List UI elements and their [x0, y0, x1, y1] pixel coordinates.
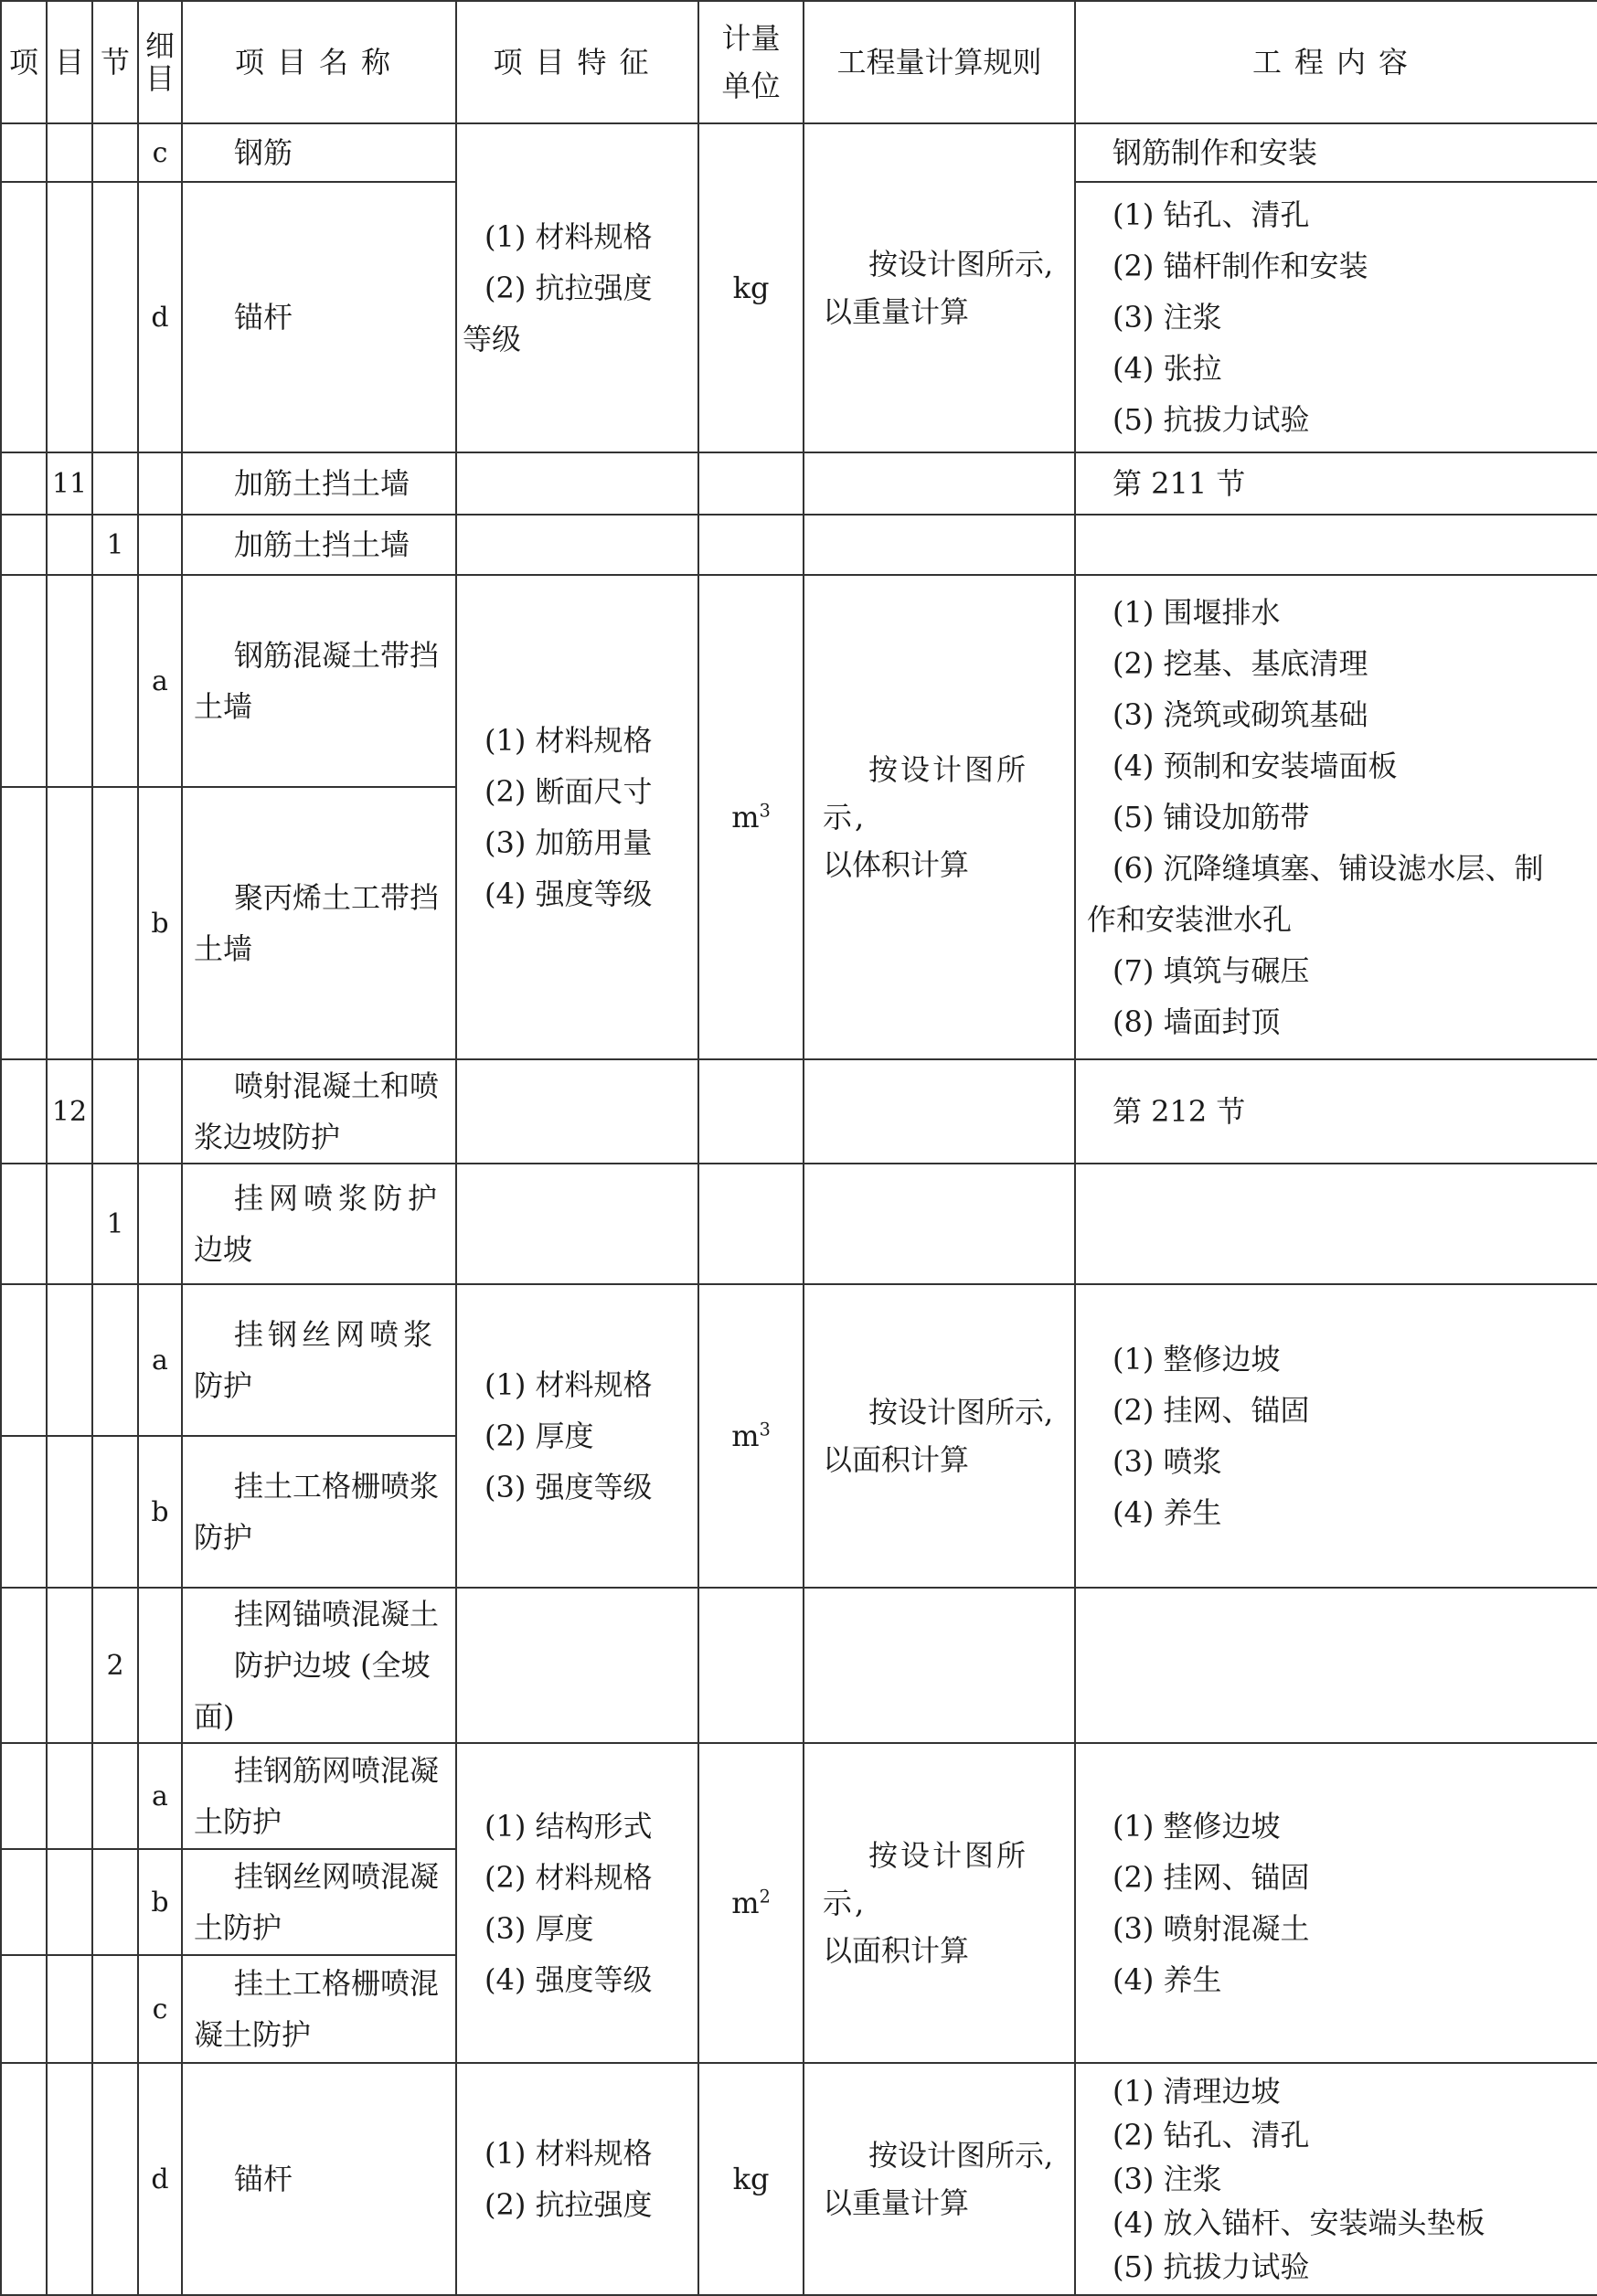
- name-line: 土墙: [194, 931, 253, 966]
- content-line: (7) 填筑与碾压: [1113, 953, 1310, 988]
- feature-line: (2) 断面尺寸: [484, 774, 653, 809]
- content-cell: [1075, 1284, 1597, 1588]
- header-feature: [456, 1, 698, 123]
- rule-cell: [804, 2063, 1075, 2295]
- rule-cell: [804, 123, 1075, 452]
- content-line: (8) 墙面封顶: [1113, 1004, 1281, 1039]
- item-features: [456, 123, 698, 452]
- ximu-cell: c: [138, 1955, 182, 2063]
- header-jie: 节: [92, 1, 138, 123]
- item-features: [456, 575, 698, 1059]
- item-name: 加筋土挡土墙: [182, 452, 456, 515]
- header-ximu: [138, 1, 182, 123]
- name-line: 挂钢筋网喷混凝: [234, 1753, 440, 1788]
- table-row: [1, 575, 1597, 787]
- item-name: 锚杆: [182, 2063, 456, 2295]
- rule-cell: [804, 1284, 1075, 1588]
- unit-cell: kg: [698, 2063, 804, 2295]
- item-features: [456, 1743, 698, 2063]
- unit-base: m: [731, 1419, 760, 1453]
- header-unit: [698, 1, 804, 123]
- content-line: (5) 抗拔力试验: [1113, 402, 1310, 437]
- content-cell: 钢筋制作和安装: [1075, 123, 1597, 182]
- feature-line: (2) 抗拉强度: [484, 2187, 653, 2222]
- rule-line: 按设计图所示,: [868, 2138, 1054, 2173]
- table-row: [1, 1284, 1597, 1436]
- item-name: [182, 787, 456, 1059]
- table-row: [1, 2063, 1597, 2295]
- rule-line: 按设计图所示,: [868, 1395, 1054, 1430]
- feature-line: (1) 材料规格: [484, 723, 653, 758]
- content-line: (2) 挂网、锚固: [1113, 1860, 1310, 1895]
- content-line: (2) 挖基、基底清理: [1113, 646, 1368, 681]
- content-cell: [1075, 2063, 1597, 2295]
- jie-cell: 1: [92, 515, 138, 575]
- content-cell: 第 212 节: [1075, 1059, 1597, 1164]
- name-line: 土墙: [194, 689, 253, 724]
- content-line: (3) 注浆: [1113, 300, 1222, 335]
- name-line: 挂网喷浆防护: [234, 1181, 443, 1216]
- ximu-cell: c: [138, 123, 182, 182]
- content-line: (4) 张拉: [1113, 351, 1222, 386]
- name-line: 凝土防护: [194, 2017, 312, 2052]
- content-line: (4) 放入锚杆、安装端头垫板: [1113, 2206, 1485, 2240]
- content-line: (2) 锚杆制作和安装: [1113, 249, 1368, 283]
- header-rule: 工程量计算规则: [804, 1, 1075, 123]
- table-row: [1, 1059, 1597, 1164]
- unit-cell: [698, 575, 804, 1059]
- item-features: [456, 2063, 698, 2295]
- item-name: [182, 1849, 456, 1955]
- content-line: (1) 整修边坡: [1113, 1342, 1281, 1377]
- header-row: [1, 1, 1597, 123]
- rule-line: 以重量计算: [823, 294, 970, 329]
- item-name: [182, 1955, 456, 2063]
- item-name: [182, 575, 456, 787]
- table-row: [1, 1743, 1597, 1849]
- feature-line: (4) 强度等级: [484, 877, 653, 911]
- rule-cell: [804, 575, 1075, 1059]
- header-name: [182, 1, 456, 123]
- content-line: 作和安装泄水孔: [1087, 902, 1293, 937]
- name-line: 土防护: [194, 1910, 282, 1945]
- feature-line: (1) 结构形式: [484, 1809, 653, 1844]
- name-line: 挂网锚喷混凝土: [234, 1597, 440, 1632]
- rule-line: 按设计图所示,: [868, 247, 1054, 282]
- feature-line: (2) 厚度: [484, 1419, 594, 1453]
- feature-line: (2) 抗拉强度: [484, 271, 653, 305]
- rule-line: 以重量计算: [823, 2185, 970, 2220]
- feature-line: (2) 材料规格: [484, 1860, 653, 1895]
- unit-cell: [698, 1284, 804, 1588]
- rule-cell: [804, 1743, 1075, 2063]
- content-line: (5) 铺设加筋带: [1113, 800, 1310, 834]
- content-cell: [1075, 1743, 1597, 2063]
- item-name: [182, 1588, 456, 1743]
- content-line: (5) 抗拔力试验: [1113, 2249, 1310, 2284]
- rule-line: 按设计图所示,: [823, 752, 1029, 834]
- unit-exponent: 2: [759, 1886, 771, 1908]
- jie-cell: 2: [92, 1588, 138, 1743]
- content-line: (4) 养生: [1113, 1495, 1222, 1530]
- table-row: [1, 1164, 1597, 1284]
- header-ximu-text: 细目: [144, 28, 175, 96]
- name-line: 挂钢丝网喷浆: [234, 1317, 438, 1352]
- ximu-cell: a: [138, 1743, 182, 1849]
- ximu-cell: b: [138, 1849, 182, 1955]
- content-line: (4) 预制和安装墙面板: [1113, 749, 1398, 783]
- content-line: (1) 整修边坡: [1113, 1809, 1281, 1844]
- item-features: [456, 1284, 698, 1588]
- content-cell: [1075, 182, 1597, 452]
- content-line: (1) 清理边坡: [1113, 2074, 1281, 2109]
- content-line: (3) 注浆: [1113, 2162, 1222, 2196]
- mu-cell: 12: [47, 1059, 92, 1164]
- header-content-text: 工程内容: [1251, 45, 1421, 80]
- rule-line: 以面积计算: [823, 1442, 970, 1477]
- rule-line: 按设计图所示,: [823, 1838, 1029, 1920]
- jie-cell: 1: [92, 1164, 138, 1284]
- name-line: 防护: [194, 1520, 253, 1555]
- item-name: 加筋土挡土墙: [182, 515, 456, 575]
- name-line: 挂钢丝网喷混凝: [234, 1859, 440, 1894]
- unit-exponent: 3: [759, 1419, 771, 1440]
- item-name: [182, 1436, 456, 1588]
- name-line: 钢筋混凝土带挡: [234, 638, 440, 673]
- name-line: 土防护: [194, 1804, 282, 1839]
- feature-line: (1) 材料规格: [484, 219, 653, 254]
- ximu-cell: d: [138, 182, 182, 452]
- feature-line: (1) 材料规格: [484, 2136, 653, 2171]
- content-cell: 第 211 节: [1075, 452, 1597, 515]
- ximu-cell: a: [138, 1284, 182, 1436]
- item-name: 锚杆: [182, 182, 456, 452]
- feature-line: (4) 强度等级: [484, 1962, 653, 1997]
- content-line: (3) 浇筑或砌筑基础: [1113, 697, 1368, 732]
- content-line: (2) 钻孔、清孔: [1113, 2118, 1310, 2152]
- item-name: [182, 1059, 456, 1164]
- header-xiang: 项: [1, 1, 47, 123]
- ximu-cell: a: [138, 575, 182, 787]
- header-feature-text: 项目特征: [493, 45, 662, 80]
- content-line: (4) 养生: [1113, 1962, 1222, 1997]
- feature-line: (1) 材料规格: [484, 1367, 653, 1402]
- item-name: 钢筋: [182, 123, 456, 182]
- content-cell: [1075, 575, 1597, 1059]
- name-line: 防护: [194, 1368, 253, 1403]
- ximu-cell: b: [138, 787, 182, 1059]
- name-line: 浆边坡防护: [194, 1120, 341, 1154]
- content-line: (6) 沉降缝填塞、铺设滤水层、制: [1113, 851, 1544, 886]
- item-name: [182, 1743, 456, 1849]
- unit-base: m: [731, 1886, 760, 1920]
- rule-line: 以面积计算: [823, 1933, 970, 1968]
- feature-line: (3) 强度等级: [484, 1470, 653, 1504]
- feature-line: 等级: [463, 322, 522, 356]
- header-name-text: 项目名称: [234, 45, 403, 80]
- table-row: [1, 1588, 1597, 1743]
- unit-exponent: 3: [759, 800, 771, 822]
- name-line: 聚丙烯土工带挡: [234, 880, 440, 915]
- header-mu: 目: [47, 1, 92, 123]
- content-line: (1) 钻孔、清孔: [1113, 197, 1310, 232]
- content-line: (1) 围堰排水: [1113, 595, 1281, 630]
- header-unit-text: 计量单位: [721, 21, 781, 103]
- table-row: [1, 123, 1597, 182]
- content-line: (3) 喷浆: [1113, 1444, 1222, 1479]
- content-line: (3) 喷射混凝土: [1113, 1911, 1310, 1946]
- ximu-cell: d: [138, 2063, 182, 2295]
- ximu-cell: b: [138, 1436, 182, 1588]
- item-name: [182, 1284, 456, 1436]
- unit-base: m: [731, 800, 760, 834]
- name-line: 喷射混凝土和喷: [234, 1068, 440, 1103]
- table-row: [1, 452, 1597, 515]
- unit-cell: [698, 1743, 804, 2063]
- header-content: [1075, 1, 1597, 123]
- feature-line: (3) 厚度: [484, 1911, 594, 1946]
- unit-cell: kg: [698, 123, 804, 452]
- item-name: [182, 1164, 456, 1284]
- table-row: [1, 515, 1597, 575]
- rule-line: 以体积计算: [823, 847, 970, 882]
- name-line: 防护边坡 (全坡面): [194, 1648, 431, 1734]
- feature-line: (3) 加筋用量: [484, 825, 653, 860]
- mu-cell: 11: [47, 452, 92, 515]
- name-line: 挂土工格栅喷混: [234, 1966, 440, 2001]
- name-line: 边坡: [194, 1232, 253, 1267]
- content-line: (2) 挂网、锚固: [1113, 1393, 1310, 1428]
- name-line: 挂土工格栅喷浆: [234, 1469, 440, 1504]
